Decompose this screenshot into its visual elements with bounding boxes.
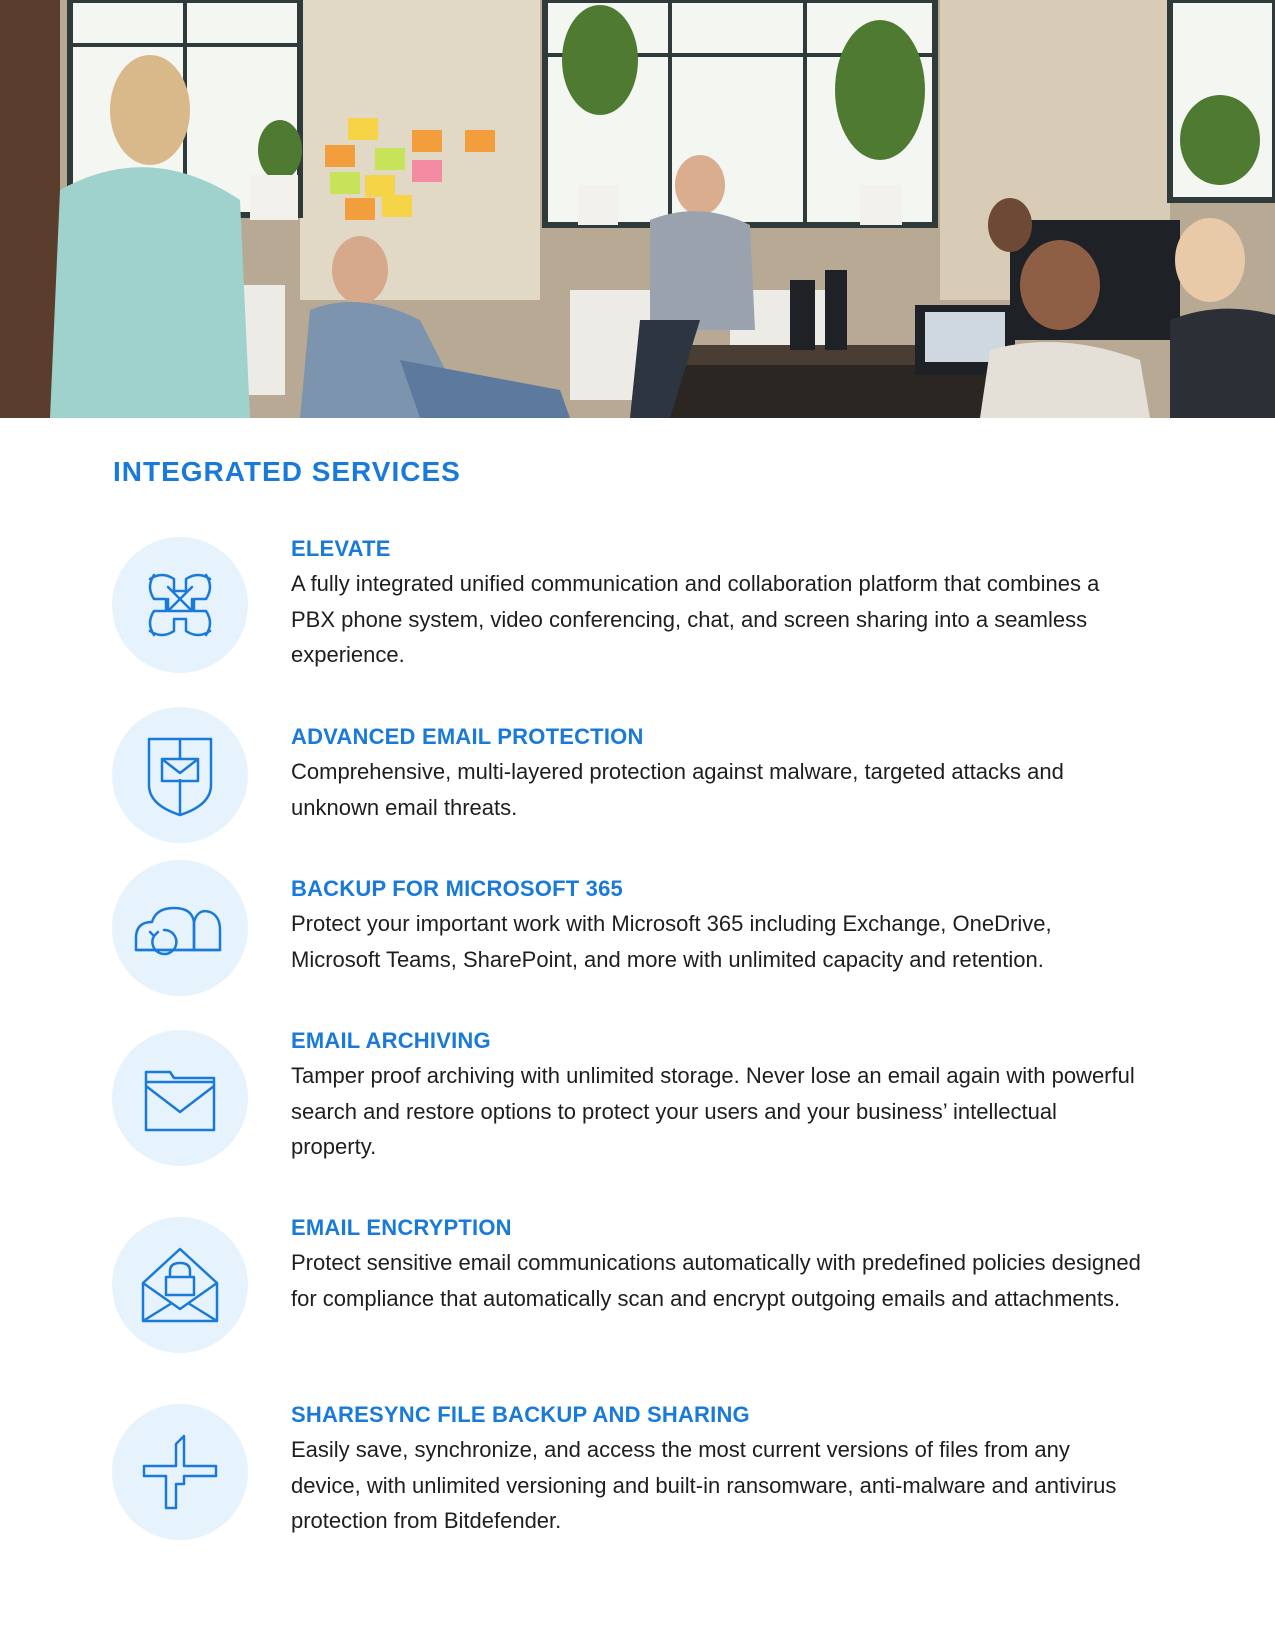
service-title: EMAIL ENCRYPTION <box>291 1215 512 1240</box>
service-title: SHARESYNC FILE BACKUP AND SHARING <box>291 1402 750 1427</box>
service-title: ELEVATE <box>291 536 391 561</box>
icon-circle <box>112 1217 248 1353</box>
service-title: EMAIL ARCHIVING <box>291 1028 491 1053</box>
arrows-exchange-icon <box>112 537 248 673</box>
icon-circle <box>112 860 248 996</box>
section-heading: INTEGRATED SERVICES <box>113 456 461 487</box>
service-description: A fully integrated unified communication and collaboration platform that combines a PBX phone system, video conferencing, chat, and screen sharing into a seamless experience. <box>291 571 1100 667</box>
folder-envelope-icon <box>112 1030 248 1166</box>
service-description: Protect sensitive email communications automatically with predefined policies designed for compliance that automatically scan and encrypt outgoing emails and attachments. <box>291 1250 1141 1311</box>
cloud-restore-icon <box>112 860 248 996</box>
service-description: Protect your important work with Microsoft 365 including Exchange, OneDrive, Microsoft Teams, SharePoint, and more with unlimited capacity and retention. <box>291 911 1052 972</box>
service-description: Tamper proof archiving with unlimited storage. Never lose an email again with powerful search and restore options to protect your users and your business’ intellectual property. <box>291 1063 1135 1159</box>
service-description: Comprehensive, multi-layered protection against malware, targeted attacks and unknown email threats. <box>291 759 1064 820</box>
shield-envelope-icon <box>112 707 248 843</box>
service-title: ADVANCED EMAIL PROTECTION <box>291 724 644 749</box>
service-description: Easily save, synchronize, and access the most current versions of files from any device, with unlimited versioning and built-in ransomware, anti-malware and antivirus protection from Bitdefender. <box>291 1437 1117 1533</box>
sync-cross-icon <box>112 1404 248 1540</box>
lock-envelope-icon <box>112 1217 248 1353</box>
icon-circle <box>112 707 248 843</box>
icon-circle <box>112 537 248 673</box>
service-title: BACKUP FOR MICROSOFT 365 <box>291 876 623 901</box>
icon-circle <box>112 1030 248 1166</box>
hero-office-photo <box>0 0 1275 418</box>
icon-circle <box>112 1404 248 1540</box>
